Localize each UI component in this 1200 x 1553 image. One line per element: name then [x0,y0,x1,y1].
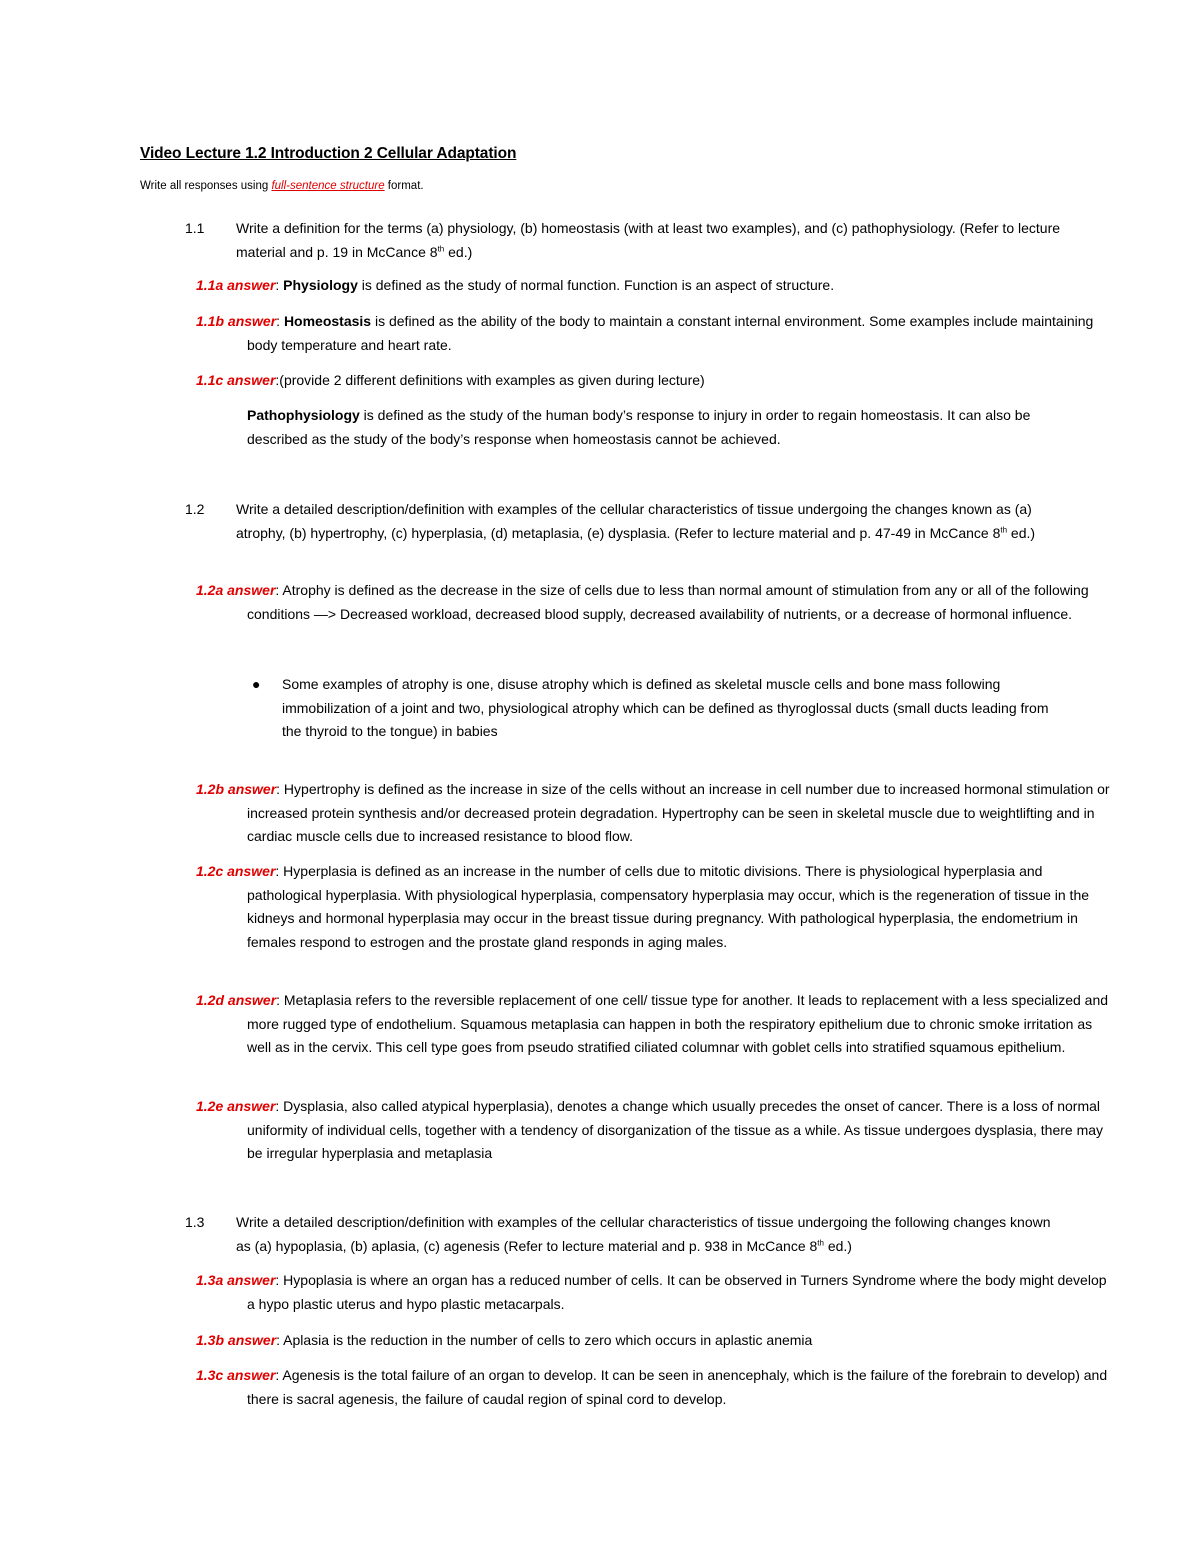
answer-term: Homeostasis [283,313,372,329]
question-number-1-3: 1.3 [185,1214,205,1230]
answer-term: Physiology [283,277,358,293]
question-1-2-body: Write a detailed description/definition with examples of the cellular characteristics of tissue undergoing the changes known as (a) atrophy, (b) hypertrophy, (c) hyperplasia, (d) metaplasia, (e) dysplasia. (Refer to lecture material and p. 47-49 in McCance 8 [236,501,1032,541]
answer-1-2d [196,989,1117,1060]
instructions-pre: Write all responses using [140,180,272,192]
answer-text: :(provide 2 different definitions with examples as given during lecture) [275,372,705,388]
answer-text: : Agenesis is the total failure of an organ to develop. It can be seen in anencephaly, which is the failure of the forebrain to develop) and there is sacral agenesis, the failure of caudal region of spinal cord to develop. [247,1367,1108,1407]
question-1-1-end: ed.) [444,243,473,260]
question-1-2-text [236,498,1066,545]
answer-term: Pathophysiology [247,407,360,423]
answer-text: : Hypertrophy is defined as the increase in size of the cells without an increase in cell number due to increased hormonal stimulation or increased protein synthesis and/or decreased protein degradation. Hypertrophy can be seen in skeletal muscle due to weightlifting and in cardiac muscle cells due to increased resistance to blood flow. [247,781,1110,844]
answer-text: is defined as the ability of the body to maintain a constant internal environment. Some examples include maintaining body temperature and heart rate. [247,313,1094,353]
answer-text: : Hyperplasia is defined as an increase in the number of cells due to mitotic divisions. There is physiological hyperplasia and pathological hyperplasia. With physiological hyperplasia, compensatory hyperplasia may occur, which is the regeneration of tissue in the kidneys and hormonal hyperplasia may occur in the breast tissue during pregnancy. With pathological hyperplasia, the endometrium in females respond to estrogen and the prostate gland responds in aging males. [247,863,1090,950]
answer-text: : Atrophy is defined as the decrease in the size of cells due to less than normal amount of stimulation from any or all of the following conditions —> Decreased workload, decreased blood supply, decreased availability of nutrients, or a decrease of hormonal influence. [247,582,1089,622]
question-1-1-text [236,217,1066,264]
superscript-th: th [817,1237,824,1247]
bullet-text: Some examples of atrophy is one, disuse atrophy which is defined as skeletal muscle cells and bone mass following immobilization of a joint and two, physiological atrophy which can be defined as thyroglossal ducts (small ducts leading from the thyroid to the tongue) in babies [282,676,1049,739]
answer-label: 1.2e answer [196,1098,276,1114]
answer-1-2c [196,860,1117,954]
answer-label: 1.2a answer [196,582,276,598]
question-number-1-2: 1.2 [185,501,205,517]
superscript-th: th [437,243,445,253]
document-title: Video Lecture 1.2 Introduction 2 Cellular Adaptation [140,145,517,162]
answer-text: is defined as the study of normal function. Function is an aspect of structure. [357,277,835,293]
answer-1-1b [196,310,1117,357]
answer-label: 1.3c answer [196,1367,276,1383]
answer-label: 1.2c answer [196,863,276,879]
answer-1-2e [196,1095,1117,1166]
answer-text: : Dysplasia, also called atypical hyperplasia), denotes a change which usually precedes the onset of cancer. There is a loss of normal uniformity of individual cells, together with a tendency of disorganization of the tissue as a while. As tissue undergoes dysplasia, there may be irregular hyperplasia and metaplasia [247,1098,1104,1161]
answer-text: : Hypoplasia is where an organ has a reduced number of cells. It can be observed in Turners Syndrome where the body might develop a hypo plastic uterus and hypo plastic metacarpals. [247,1272,1107,1312]
question-number-1-1: 1.1 [185,220,205,236]
answer-1-1c-body [247,404,1067,451]
answer-label: 1.3a answer [196,1272,276,1288]
answer-1-3b [196,1329,1117,1353]
answer-label: 1.3b answer [196,1332,277,1348]
bullet-marker: ● [252,676,261,692]
question-1-3-text [236,1211,1066,1258]
answer-1-3a [196,1269,1117,1316]
superscript-th: th [1000,524,1008,534]
answer-label: 1.2b answer [196,781,277,797]
instructions [140,178,424,194]
instructions-highlight: full-sentence structure [271,180,385,192]
answer-text: : Metaplasia refers to the reversible replacement of one cell/ tissue type for another. It leads to replacement with a less specialized and more rugged type of endothelium. Squamous metaplasia can happen in both the respiratory epithelium due to chronic smoke irritation as well as in the cervix. This cell type goes from pseudo stratified ciliated columnar with goblet cells into stratified squamous epithelium. [247,992,1109,1055]
answer-1-1c [196,369,1066,393]
question-1-3-end: ed.) [823,1237,852,1254]
answer-text: : Aplasia is the reduction in the number of cells to zero which occurs in aplastic anemia [276,1332,813,1348]
answer-colon: : [275,277,284,293]
answer-1-3c [196,1364,1117,1411]
question-1-1-body: Write a definition for the terms (a) physiology, (b) homeostasis (with at least two examples), and (c) pathophysiology. (Refer to lecture material and p. 19 in McCance 8 [236,220,1061,260]
question-1-3-body: Write a detailed description/definition with examples of the cellular characteristics of tissue undergoing the following changes known as (a) hypoplasia, (b) aplasia, (c) agenesis (Refer to lecture material and p. 938 in McCance 8 [236,1214,1051,1254]
answer-1-1a [196,274,1066,298]
answer-1-2a [196,579,1117,626]
answer-label: 1.1c answer [196,372,276,388]
answer-colon: : [276,313,284,329]
answer-label: 1.2d answer [196,992,277,1008]
answer-label: 1.1a answer [196,277,276,293]
question-1-2-end: ed.) [1007,524,1036,541]
instructions-post: format. [384,180,424,192]
answer-text: is defined as the study of the human body’s response to injury in order to regain homeostasis. It can also be described as the study of the body’s response when homeostasis cannot be achieved. [247,407,1031,447]
answer-label: 1.1b answer [196,313,277,329]
answer-1-2b [196,778,1117,849]
